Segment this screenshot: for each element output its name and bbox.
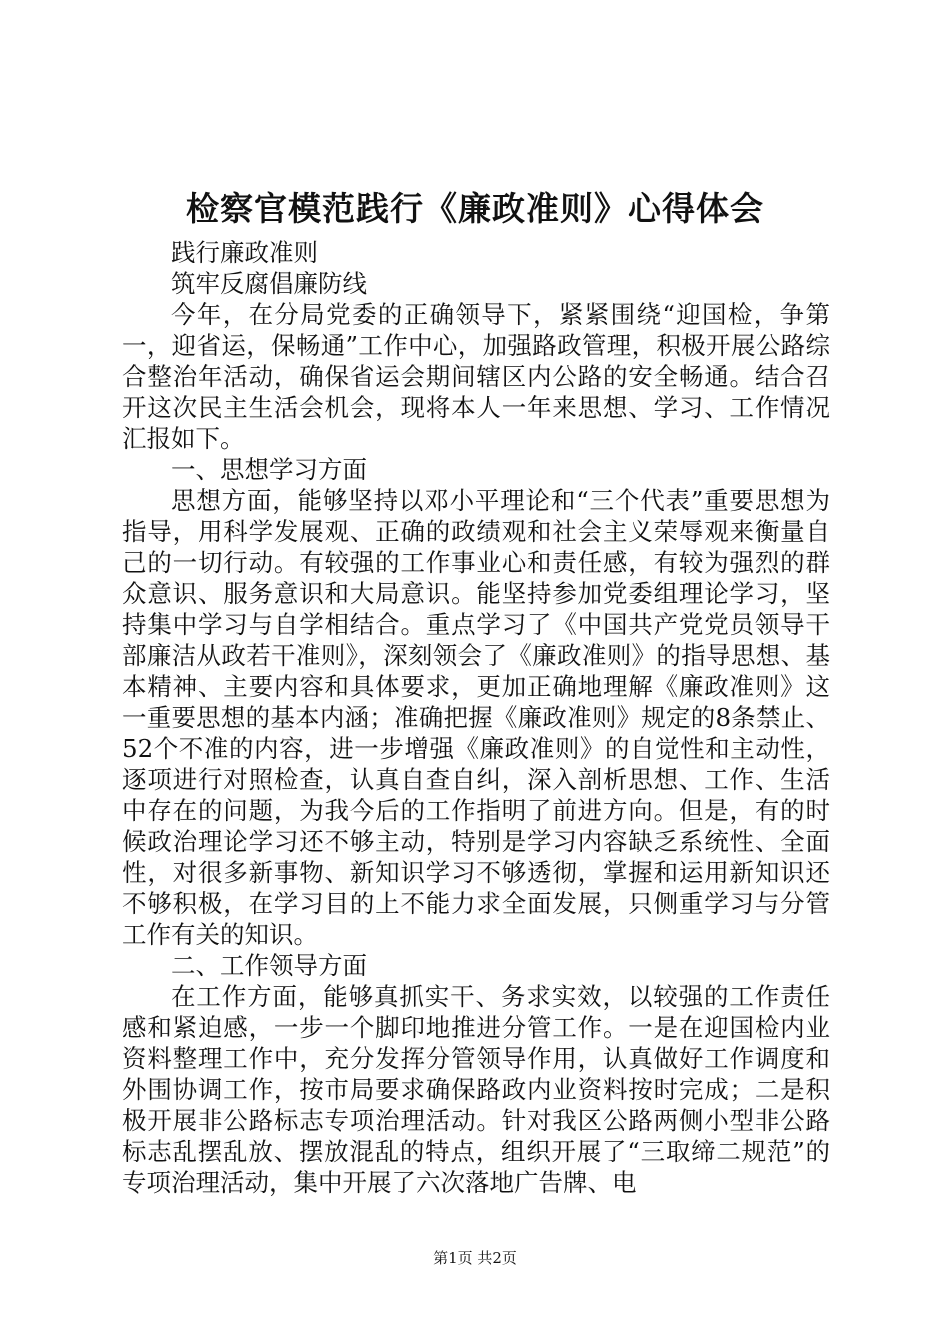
paragraph-thought-study: 思想方面，能够坚持以邓小平理论和“三个代表”重要思想为指导，用科学发展观、正确的政绩观和社会主义荣辱观来衡量自己的一切行动。有较强的工作事业心和责任感，有较为强烈的群众意识、服务意识和大局意识。能坚持参加党委组理论学习，坚持集中学习与自学相结合。重点学习了《中国共产党党员领导干部廉洁从政若干准则》，深刻领会了《廉政准则》的指导思想、基本精神、主要内容和具体要求，更加正确地理解《廉政准则》这一重要思想的基本内涵；准确把握《廉政准则》规定的8条禁止、52个不准的内容，进一步增强《廉政准则》的自觉性和主动性，逐项进行对照检查，认真自查自纠，深入剖析思想、工作、生活中存在的问题，为我今后的工作指明了前进方向。但是，有的时候政治理论学习还不够主动，特别是学习内容缺乏系统性、全面性，对很多新事物、新知识学习不够透彻，掌握和运用新知识还不够积极，在学习目的上不能力求全面发展，只侧重学习与分管工作有关的知识。	[122, 486, 830, 949]
paragraph-work: 在工作方面，能够真抓实干、务求实效，以较强的工作责任感和紧迫感，一步一个脚印地推进分管工作。一是在迎国检内业资料整理工作中，充分发挥分管领导作用，认真做好工作调度和外围协调工作，按市局要求确保路政内业资料按时完成；二是积极开展非公路标志专项治理活动。针对我区公路两侧小型非公路标志乱摆乱放、摆放混乱的特点，组织开展了“三取缔二规范”的专项治理活动，集中开展了六次落地广告牌、电	[122, 982, 830, 1197]
subtitle-line-1: 践行廉政准则	[171, 238, 318, 267]
section-heading-2: 二、工作领导方面	[171, 951, 367, 980]
paragraph-intro: 今年，在分局党委的正确领导下，紧紧围绕“迎国检，争第一，迎省运，保畅通”工作中心，加强路政管理，积极开展公路综合整治年活动，确保省运会期间辖区内公路的安全畅通。结合召开这次民主生活会机会，现将本人一年来思想、学习、工作情况汇报如下。	[122, 300, 830, 453]
document-body	[122, 237, 830, 1198]
subtitle-line-2: 筑牢反腐倡廉防线	[171, 269, 367, 298]
section-heading-1: 一、思想学习方面	[171, 455, 367, 484]
page-number: 第1页 共2页	[433, 1249, 517, 1267]
document-title: 检察官模范践行《廉政准则》心得体会	[186, 189, 764, 228]
